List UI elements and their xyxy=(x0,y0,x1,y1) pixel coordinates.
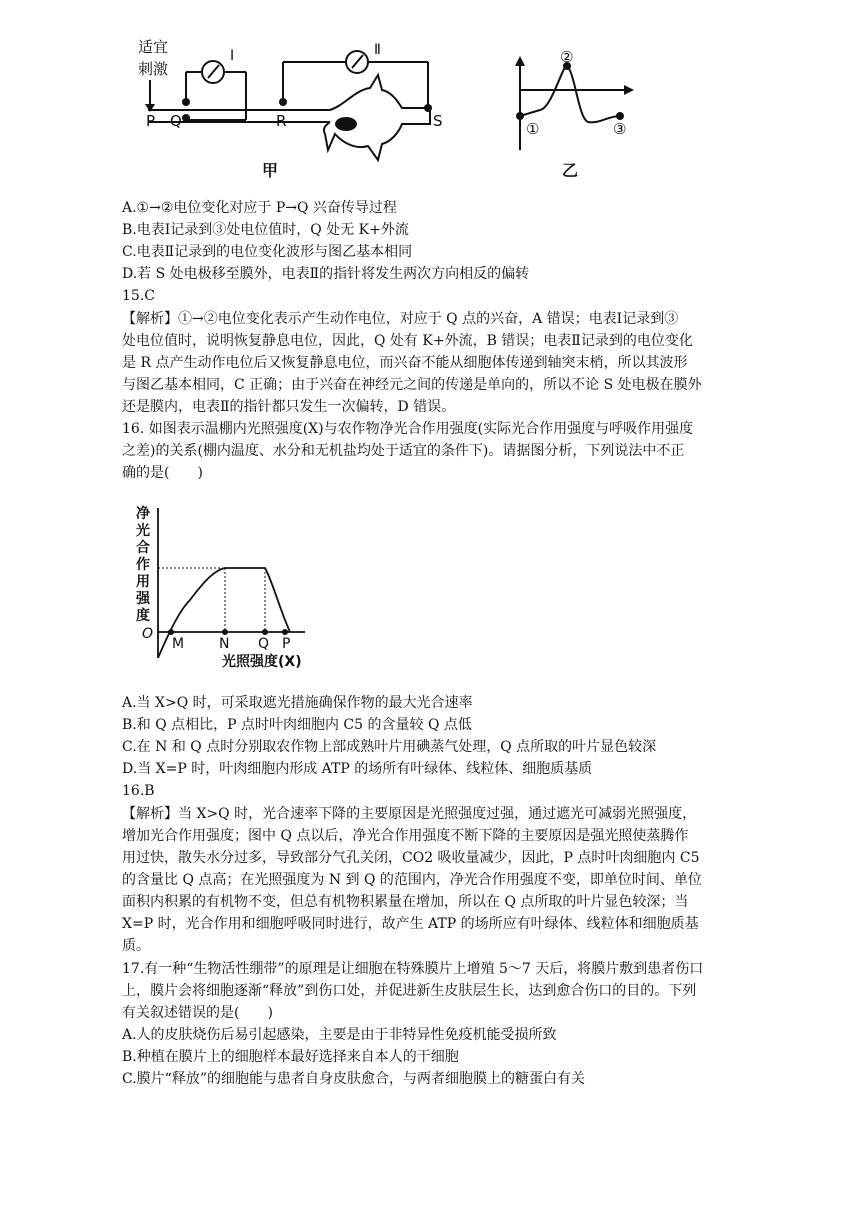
q16-answer: 16.B xyxy=(122,783,155,799)
q16-stem-line: 确的是( ) xyxy=(122,465,203,481)
q17-option-a: A.人的皮肤烧伤后易引起感染，主要是由于非特异性免疫机能受损所致 xyxy=(122,1027,557,1043)
q16-option-c: C.在 N 和 Q 点时分别取农作物上部成熟叶片用碘蒸气处理，Q 点所取的叶片显色较深 xyxy=(122,739,657,755)
point-q-label: Q xyxy=(170,112,182,130)
y-axis-label-char: 合 xyxy=(136,540,150,556)
point-2-label: ② xyxy=(560,48,574,66)
q17-option-b: B.种植在膜片上的细胞样本最好选择来自本人的干细胞 xyxy=(122,1049,459,1065)
q15-option-d: D.若 S 处电极移至膜外，电表Ⅱ的指针将发生两次方向相反的偏转 xyxy=(122,266,530,282)
caption-jia: 甲 xyxy=(262,161,279,180)
point-q-label: Q xyxy=(258,636,270,652)
q16-option-d: D.当 X=P 时，叶肉细胞内形成 ATP 的场所有叶绿体、线粒体、细胞质基质 xyxy=(122,761,593,777)
q15-analysis-line: 是 R 点产生动作电位后又恢复静息电位，而兴奋不能从细胞体传递到轴突末梢，所以其波形 xyxy=(122,355,688,371)
point-m-label: M xyxy=(172,636,185,652)
q16-stem-line: 之差)的关系(棚内温度、水分和无机盐均处于适宜的条件下)。请据图分析，下列说法中不正 xyxy=(122,443,685,459)
q16-analysis-line: 面积内积累的有机物不变，但总有机物积累量在增加，所以在 Q 点所取的叶片显色较深；当 xyxy=(122,894,689,910)
y-axis-label-char: 强 xyxy=(136,591,150,607)
y-axis-label-char: 作 xyxy=(136,557,150,573)
meter-i-label: Ⅰ xyxy=(230,48,235,64)
point-s-label: S xyxy=(433,112,443,130)
y-axis-label-char: 度 xyxy=(136,608,150,624)
q16-analysis-line: 用过快，散失水分过多，导致部分气孔关闭，CO2 吸收量减少，因此，P 点时叶肉细胞内 C5 xyxy=(122,850,700,866)
y-axis-label-char: 净 xyxy=(136,506,150,522)
q16-analysis-line: 增加光合作用强度；图中 Q 点以后，净光合作用强度不断下降的主要原因是强光照使蒸腾作 xyxy=(122,828,689,844)
q17-stem-line: 上，膜片会将细胞逐渐“释放”到伤口处，并促进新生皮肤层生长，达到愈合伤口的目的。下列 xyxy=(122,983,697,999)
y-axis-label-char: 用 xyxy=(136,574,150,590)
point-1-label: ① xyxy=(526,120,540,138)
stimulus-label-2: 刺激 xyxy=(138,60,169,78)
meter-ii-label: Ⅱ xyxy=(374,42,381,58)
q15-option-a: A.①→②电位变化对应于 P→Q 兴奋传导过程 xyxy=(122,200,397,216)
q17-option-c: C.膜片“释放”的细胞能与患者自身皮肤愈合，与两者细胞膜上的糖蛋白有关 xyxy=(122,1071,585,1087)
q15-analysis-line: 还是膜内，电表Ⅱ的指针都只发生一次偏转，D 错误。 xyxy=(122,399,456,415)
q16-analysis-line: X=P 时，光合作用和细胞呼吸同时进行，故产生 ATP 的场所应有叶绿体、线粒体和细胞质基 xyxy=(122,916,699,932)
point-r-label: R xyxy=(276,112,287,130)
q16-stem-line: 16. 如图表示温棚内光照强度(X)与农作物净光合作用强度(实际光合作用强度与呼吸作用强度 xyxy=(122,421,694,437)
photosynthesis-graph xyxy=(130,500,360,675)
q15-analysis-line: 处电位值时，说明恢复静息电位，因此，Q 处有 K+外流，B 错误；电表Ⅱ记录到的电位变化 xyxy=(122,333,693,349)
q17-stem-line: 有关叙述错误的是( ) xyxy=(122,1005,273,1021)
caption-yi: 乙 xyxy=(562,161,579,180)
q16-analysis-line: 质。 xyxy=(122,938,150,954)
q17-stem-line: 17.有一种“生物活性绷带”的原理是让细胞在特殊膜片上增殖 5～7 天后，将膜片敷到患者伤口 xyxy=(122,961,704,977)
point-n-label: N xyxy=(219,636,230,652)
q15-option-b: B.电表Ⅰ记录到③处电位值时，Q 处无 K+外流 xyxy=(122,222,409,238)
stimulus-label-1: 适宜 xyxy=(138,38,169,56)
q15-analysis-line: 与图乙基本相同，C 正确；由于兴奋在神经元之间的传递是单向的，所以不论 S 处电极在膜外 xyxy=(122,377,702,393)
q15-analysis-line: 【解析】①→②电位变化表示产生动作电位，对应于 Q 点的兴奋，A 错误；电表Ⅰ记录到③ xyxy=(122,311,679,327)
q15-answer: 15.C xyxy=(122,288,155,304)
q16-option-b: B.和 Q 点相比，P 点时叶肉细胞内 C5 的含量较 Q 点低 xyxy=(122,717,472,733)
point-p-label: P xyxy=(146,112,156,130)
origin-label: O xyxy=(142,626,154,642)
q16-analysis-line: 的含量比 Q 点高；在光照强度为 N 到 Q 的范围内，净光合作用强度不变，即单位时间、单位 xyxy=(122,872,702,888)
neuron-diagram-figure xyxy=(130,30,650,190)
point-p-label: P xyxy=(282,636,291,652)
q16-analysis-line: 【解析】当 X>Q 时，光合速率下降的主要原因是光照强度过强，通过遮光可减弱光照强度， xyxy=(122,806,697,822)
q15-option-c: C.电表Ⅱ记录到的电位变化波形与图乙基本相同 xyxy=(122,244,413,260)
point-3-label: ③ xyxy=(613,120,627,138)
q16-option-a: A.当 X>Q 时，可采取遮光措施确保作物的最大光合速率 xyxy=(122,695,473,711)
y-axis-label-char: 光 xyxy=(136,523,150,539)
x-axis-label: 光照强度(X) xyxy=(222,654,302,670)
